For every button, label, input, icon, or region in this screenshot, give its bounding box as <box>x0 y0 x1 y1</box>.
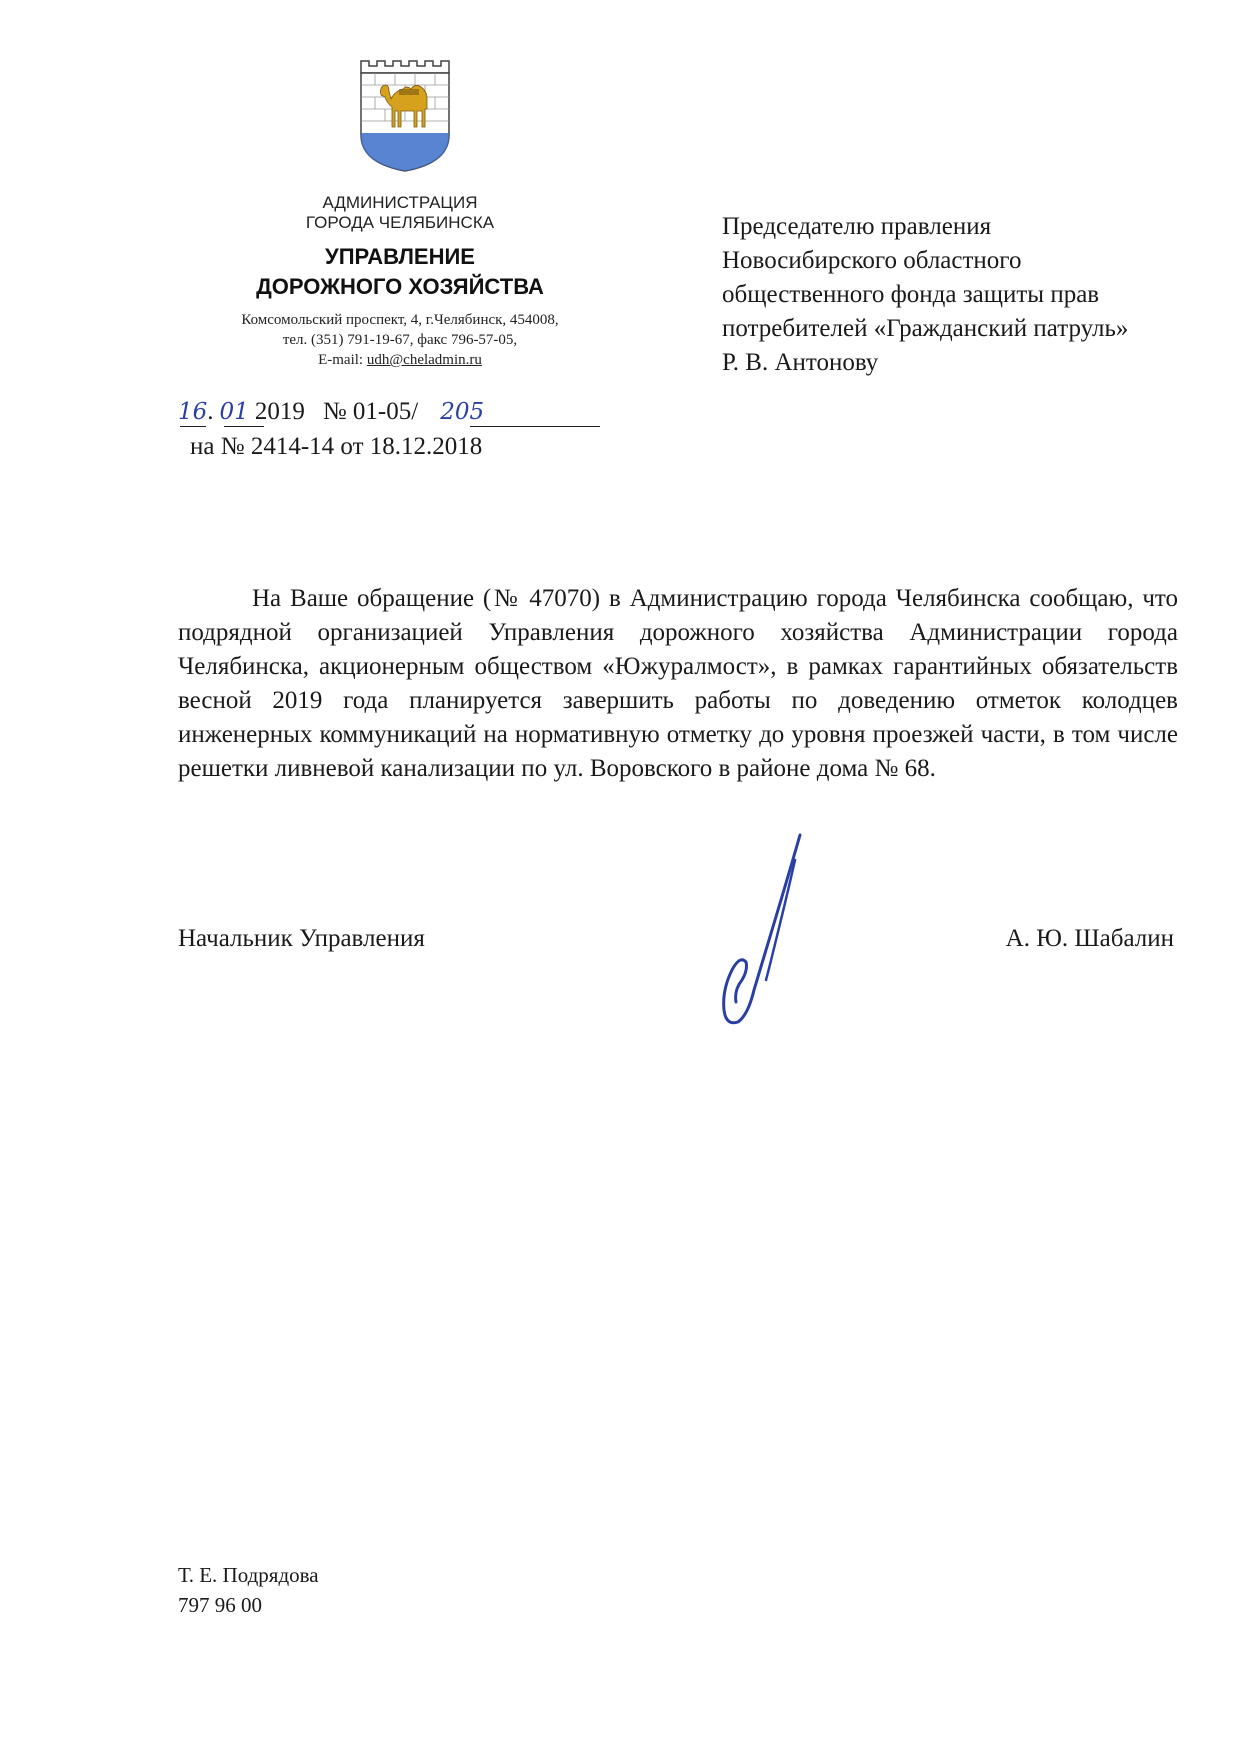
letterhead-line1: АДМИНИСТРАЦИЯ <box>322 193 478 212</box>
chelyabinsk-coat-of-arms-icon <box>355 55 455 175</box>
executor-name: Т. Е. Подрядова <box>178 1563 319 1587</box>
letterhead-address: Комсомольский проспект, 4, г.Челябинск, 454008, <box>241 312 559 328</box>
registration-number-label: № 01-05/ <box>322 398 419 425</box>
addressee-line: потребителей «Гражданский патруль» <box>722 315 1129 342</box>
registration-line <box>178 397 484 427</box>
addressee-line: Председателю правления <box>722 213 992 240</box>
email-link[interactable]: udh@cheladmin.ru <box>366 352 482 368</box>
reference-line: на № 2414-14 от 18.12.2018 <box>190 433 483 460</box>
handwritten-month: 01 <box>219 399 249 425</box>
addressee-line: общественного фонда защиты прав <box>722 281 1100 308</box>
date-dot: . <box>207 398 214 425</box>
executor-block <box>178 1560 319 1620</box>
letterhead-phones: тел. (351) 791-19-67, факс 796-57-05, <box>282 332 518 348</box>
letterhead-title2: ДОРОЖНОГО ХОЗЯЙСТВА <box>256 274 544 299</box>
addressee-line: Р. В. Антонову <box>722 349 879 376</box>
addressee-block <box>722 210 1222 380</box>
letterhead-title1: УПРАВЛЕНИЕ <box>325 244 475 269</box>
signatory-name: А. Ю. Шабалин <box>1005 925 1174 952</box>
letterhead-line2: ГОРОДА ЧЕЛЯБИНСКА <box>305 213 495 232</box>
signatory-position: Начальник Управления <box>178 925 425 952</box>
email-label: E-mail: <box>318 352 367 368</box>
number-underline <box>470 426 600 427</box>
executor-phone: 797 96 00 <box>178 1593 262 1617</box>
day-underline <box>180 426 206 427</box>
addressee-line: Новосибирского областного <box>722 247 1022 274</box>
body-paragraph: На Ваше обращение (№ 47070) в Администрацию города Челябинска сообщаю, что подрядной организацией Управления дорожного хозяйства Администрации города Челябинска, акционерным обществом «Южуралмост», в рамках гарантийных обязательств весной 2019 года планируется завершить работы по доведению отметок колодцев инженерных коммуникаций на нормативную отметку до уровня проезжей части, в том числе решетки ливневой канализации по ул. Воровского в районе дома № 68. <box>178 585 1178 782</box>
handwritten-signature <box>690 830 830 1030</box>
handwritten-day: 16 <box>178 399 208 425</box>
month-underline <box>224 426 264 427</box>
registration-year: 2019 <box>254 398 305 425</box>
letterhead-email-row <box>180 350 620 370</box>
handwritten-number: 205 <box>440 399 485 425</box>
